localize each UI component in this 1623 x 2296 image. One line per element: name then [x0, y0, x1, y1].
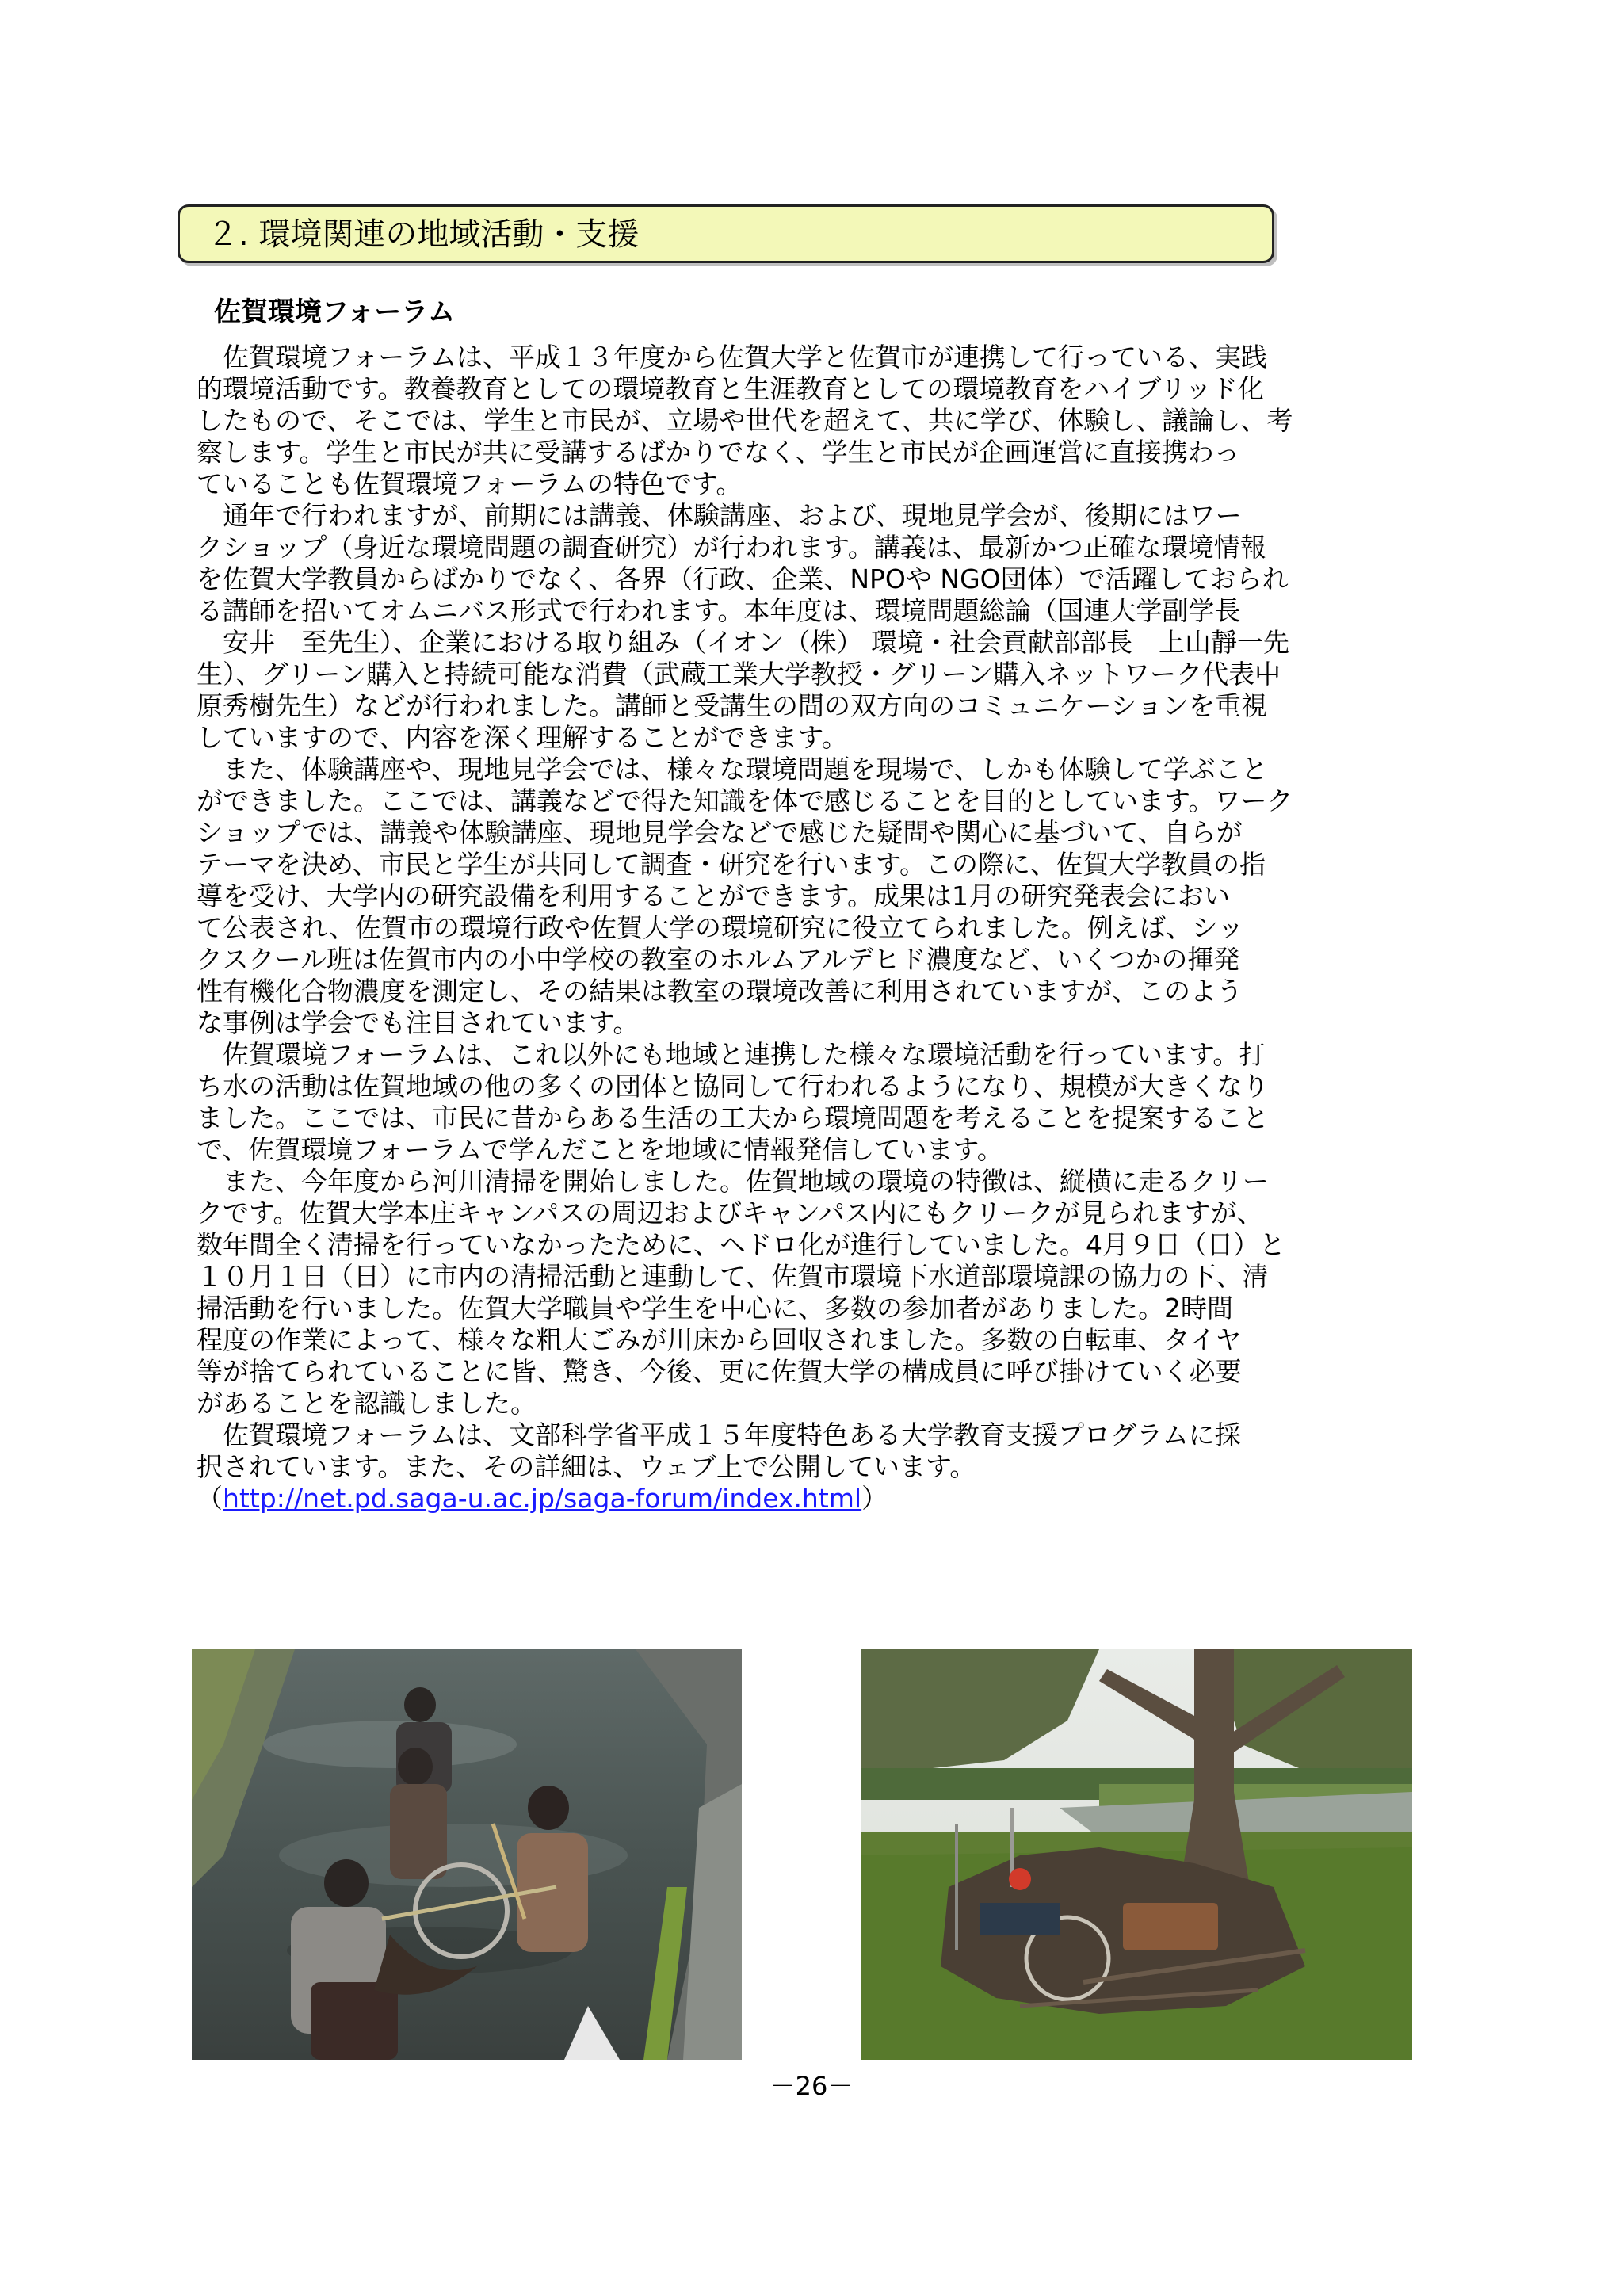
- body-line: 導を受け、大学内の研究設備を利用することができます。成果は1月の研究発表会におい: [197, 881, 1231, 911]
- body-line: また、今年度から河川清掃を開始しました。佐賀地域の環境の特徴は、縦横に走るクリー: [197, 1166, 1269, 1197]
- article-body: [197, 342, 1449, 1515]
- body-line: 佐賀環境フォーラムは、文部科学省平成１５年度特色ある大学教育支援プログラムに採: [197, 1419, 1241, 1450]
- body-line: 察します。学生と市民が共に受講するばかりでなく、学生と市民が企画運営に直接携わっ: [197, 437, 1240, 468]
- photo-collected-debris: [861, 1649, 1412, 2060]
- body-line: 佐賀環境フォーラムは、これ以外にも地域と連携した様々な環境活動を行っています。打: [197, 1039, 1266, 1070]
- body-line: テーマを決め、市民と学生が共同して調査・研究を行います。この際に、佐賀大学教員の指: [197, 849, 1266, 880]
- body-line: な事例は学会でも注目されています。: [197, 1007, 640, 1038]
- body-line: があることを認識しました。: [197, 1388, 537, 1419]
- body-line: クスクール班は佐賀市内の小中学校の教室のホルムアルデヒド濃度など、いくつかの揮発: [197, 944, 1240, 975]
- article-heading: 佐賀環境フォーラム: [214, 296, 455, 328]
- body-line: 佐賀環境フォーラムは、平成１３年度から佐賀大学と佐賀市が連携して行っている、実践: [197, 342, 1268, 372]
- body-line: ができました。ここでは、講義などで得た知識を体で感じることを目的としています。ワーク: [197, 785, 1293, 816]
- url-line: [197, 1483, 1449, 1515]
- body-line: クです。佐賀大学本庄キャンパスの周辺およびキャンパス内にもクリークが見られますが、: [197, 1198, 1263, 1228]
- section-title: ２. 環境関連の地域活動・支援: [207, 216, 640, 253]
- photo-creek-cleanup: [192, 1649, 742, 2060]
- forum-url-link[interactable]: http://net.pd.saga-u.ac.jp/saga-forum/index.html: [223, 1483, 862, 1514]
- body-line: を佐賀大学教員からばかりでなく、各界（行政、企業、NPOや NGO団体）で活躍しておられ: [197, 563, 1289, 594]
- body-line: 数年間全く清掃を行っていなかったために、ヘドロ化が進行していました。4月９日（日）と: [197, 1229, 1285, 1260]
- body-line: 通年で行われますが、前期には講義、体験講座、および、現地見学会が、後期にはワー: [197, 500, 1242, 531]
- body-line: 択されています。また、その詳細は、ウェブ上で公開しています。: [197, 1451, 976, 1482]
- body-line: る講師を招いてオムニバス形式で行われます。本年度は、環境問題総論（国連大学副学長: [197, 595, 1241, 626]
- page-number: －26－: [769, 2071, 854, 2101]
- body-line: 等が捨てられていることに皆、驚き、今後、更に佐賀大学の構成員に呼び掛けていく必要: [197, 1356, 1242, 1387]
- body-line: していますので、内容を深く理解することができます。: [197, 722, 848, 753]
- body-line: ていることも佐賀環境フォーラムの特色です。: [197, 468, 743, 499]
- body-line: ち水の活動は佐賀地域の他の多くの団体と協同して行われるようになり、規模が大きくなり: [197, 1071, 1269, 1102]
- body-line: 原秀樹先生）などが行われました。講師と受講生の間の双方向のコミュニケーションを重視: [197, 690, 1268, 721]
- body-line: クショップ（身近な環境問題の調査研究）が行われます。講義は、最新かつ正確な環境情報: [197, 532, 1266, 563]
- body-line: 的環境活動です。教養教育としての環境教育と生涯教育としての環境教育をハイブリッド化: [197, 373, 1264, 404]
- body-line: 掃活動を行いました。佐賀大学職員や学生を中心に、多数の参加者がありました。2時間: [197, 1293, 1233, 1324]
- body-line: 生）、グリーン購入と持続可能な消費（武蔵工業大学教授・グリーン購入ネットワーク代表中: [197, 659, 1281, 690]
- body-line: て公表され、佐賀市の環境行政や佐賀大学の環境研究に役立てられました。例えば、シッ: [197, 912, 1244, 943]
- url-close-paren: ）: [861, 1483, 888, 1514]
- body-line: 程度の作業によって、様々な粗大ごみが川床から回収されました。多数の自転車、タイヤ: [197, 1324, 1242, 1355]
- section-header: [178, 204, 1274, 263]
- body-line: 性有機化合物濃度を測定し、その結果は教室の環境改善に利用されていますが、このよう: [197, 976, 1243, 1007]
- url-open-paren: （: [197, 1483, 223, 1514]
- body-line: で、佐賀環境フォーラムで学んだことを地域に情報発信しています。: [197, 1134, 1003, 1165]
- body-line: ショップでは、講義や体験講座、現地見学会などで感じた疑問や関心に基づいて、自らが: [197, 817, 1243, 848]
- body-line: ました。ここでは、市民に昔からある生活の工夫から環境問題を考えることを提案すること: [197, 1102, 1269, 1133]
- body-line: １０月１日（日）に市内の清掃活動と連動して、佐賀市環境下水道部環境課の協力の下、清: [197, 1261, 1269, 1292]
- body-line: したもので、そこでは、学生と市民が、立場や世代を超えて、共に学び、体験し、議論し、考: [197, 405, 1293, 436]
- body-line: また、体験講座や、現地見学会では、様々な環境問題を現場で、しかも体験して学ぶこと: [197, 754, 1268, 785]
- body-line: 安井 至先生）、企業における取り組み（イオン（株） 環境・社会貢献部部長 上山靜一先: [197, 627, 1289, 658]
